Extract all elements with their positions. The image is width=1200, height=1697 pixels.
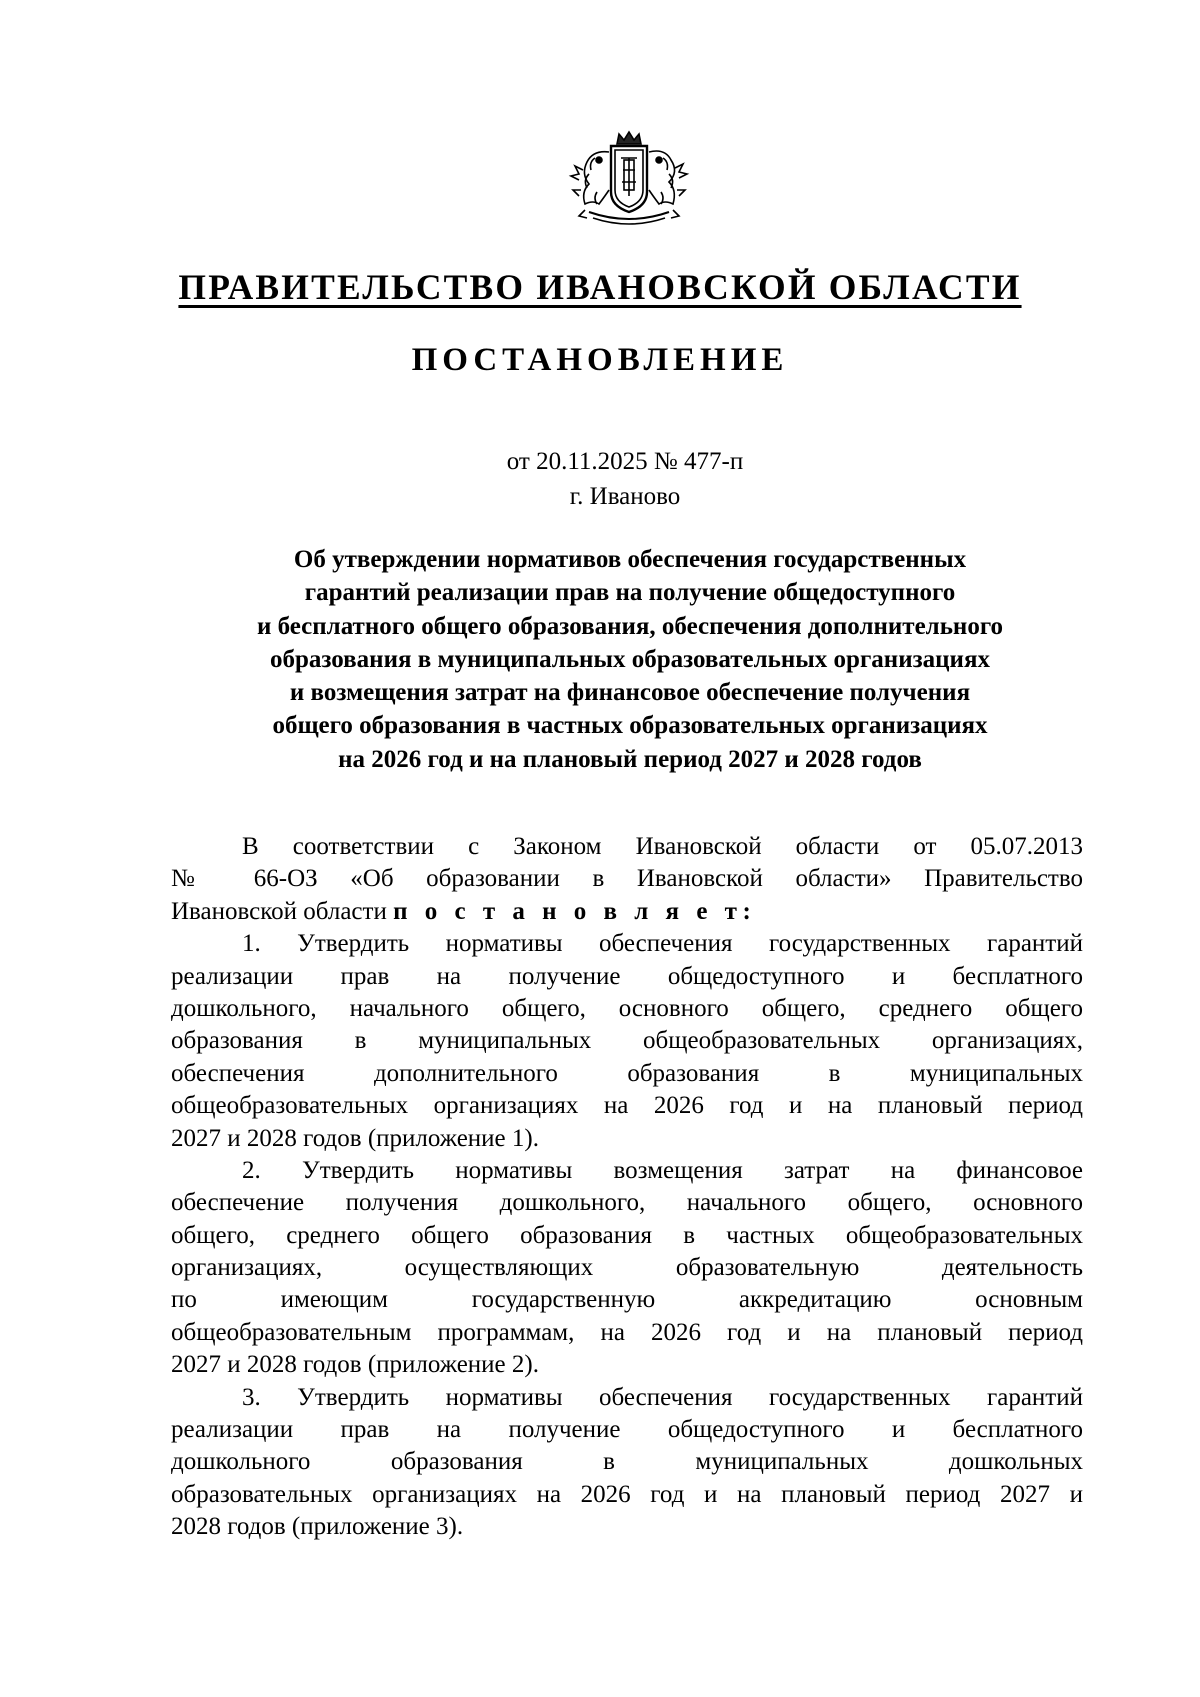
government-title [0,262,1200,312]
preamble-line: Ивановской области [171,897,394,925]
item2-line: 2. Утвердить нормативы возмещения затрат на финансовое [242,1156,1083,1184]
item2-line: общеобразовательным программам, на 2026 год и на плановый период [171,1318,1083,1346]
item3-line: образовательных организациях на 2026 год и на плановый период 2027 и [171,1480,1083,1508]
document-city: г. Иваново [569,483,681,510]
item3-line: 3. Утвердить нормативы обеспечения государственных гарантий [242,1383,1083,1411]
subject-line: общего образования в частных образовательных организациях [272,712,988,740]
item1-line: реализации прав на получение общедоступного и бесплатного [171,962,1083,990]
subject-line: и возмещения затрат на финансовое обеспечение получения [289,679,971,707]
item3-line: дошкольного образования в муниципальных дошкольных [171,1448,1083,1476]
item1-line: 2027 и 2028 годов (приложение 1). [171,1124,539,1152]
item1-line: 1. Утвердить нормативы обеспечения государственных гарантий [242,930,1083,958]
item2-line: по имеющим государственную аккредитацию основным [171,1286,1083,1314]
preamble-line: № 66-ОЗ «Об образовании в Ивановской области» Правительство [171,865,1083,893]
item3-line: 2028 годов (приложение 3). [171,1513,464,1541]
decree-word: п о с т а н о в л я е т: [393,897,757,925]
preamble-line: В соответствии с Законом Ивановской области от 05.07.2013 [242,833,1083,860]
coat-of-arms-icon [559,130,699,234]
item2-line: организациях, осуществляющих образовательную деятельность [171,1254,1083,1282]
item1-line: обеспечения дополнительного образования в муниципальных [171,1059,1083,1087]
item2-line: 2027 и 2028 годов (приложение 2). [171,1351,539,1379]
subject-line: образования в муниципальных образовательных организациях [270,645,990,673]
item2-line: общего, среднего общего образования в частных общеобразовательных [171,1221,1083,1249]
subject-line: и бесплатного общего образования, обеспечения дополнительного [256,612,1004,640]
item1-line: образования в муниципальных общеобразовательных организациях, [171,1027,1083,1055]
document-type: ПОСТАНОВЛЕНИЕ [411,342,789,378]
government-title-text: ПРАВИТЕЛЬСТВО ИВАНОВСКОЙ ОБЛАСТИ [178,267,1022,307]
document-body [171,831,1083,1544]
item3-line: реализации прав на получение общедоступного и бесплатного [171,1416,1083,1444]
document-subject [175,543,1085,776]
subject-line: гарантий реализации прав на получение общедоступного [304,579,956,607]
item2-line: обеспечение получения дошкольного, начального общего, основного [171,1189,1083,1217]
document-date-number: от 20.11.2025 № 477-п [506,448,744,475]
preamble-last-line [171,896,1083,928]
subject-line: на 2026 год и на плановый период 2027 и 2028 годов [338,745,922,773]
item1-line: дошкольного, начального общего, основного общего, среднего общего [171,994,1083,1022]
item1-line: общеобразовательных организациях на 2026 год и на плановый период [171,1092,1083,1120]
subject-line: Об утверждении нормативов обеспечения государственных [293,546,967,573]
